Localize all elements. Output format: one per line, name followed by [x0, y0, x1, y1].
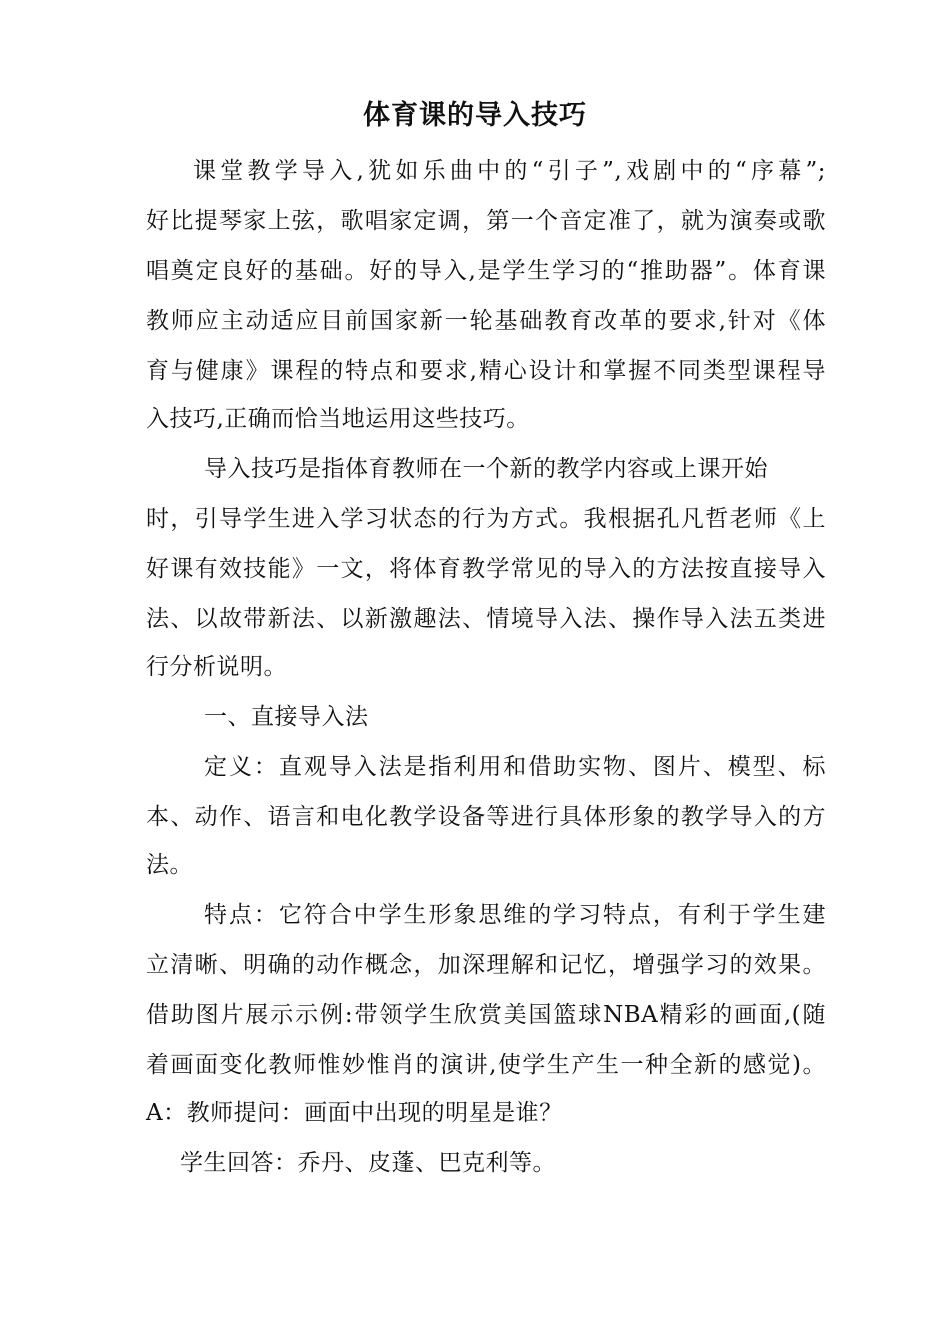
- paragraph-line: 特点：它符合中学生形象思维的学习特点，有利于学生建: [204, 902, 826, 928]
- paragraph-line: 课堂教学导入,犹如乐曲中的“引子”,戏剧中的“序幕”;: [193, 158, 826, 184]
- paragraph-line: A：教师提问：画面中出现的明星是谁？: [146, 1100, 563, 1126]
- paragraph-line: 好比提琴家上弦，歌唱家定调，第一个音定准了，就为演奏或歌: [146, 208, 826, 234]
- paragraph-line: 教师应主动适应目前国家新一轮基础教育改革的要求,针对《体: [146, 308, 826, 334]
- paragraph-line: 唱奠定良好的基础。好的导入,是学生学习的“推助器”。体育课: [146, 258, 826, 284]
- paragraph-line: 着画面变化教师惟妙惟肖的演讲,使学生产生一种全新的感觉)。: [146, 1052, 826, 1078]
- paragraph-line: 育与健康》课程的特点和要求,精心设计和掌握不同类型课程导: [146, 358, 826, 384]
- document-title: 体育课的导入技巧: [363, 100, 587, 131]
- paragraph-line: 好课有效技能》一文，将体育教学常见的导入的方法按直接导入: [146, 556, 826, 582]
- paragraph-line: 时，引导学生进入学习状态的行为方式。我根据孔凡哲老师《上: [146, 506, 826, 532]
- paragraph-line: 定义：直观导入法是指利用和借助实物、图片、模型、标: [204, 754, 826, 780]
- paragraph-line: 法。: [146, 852, 193, 878]
- paragraph-line: 学生回答：乔丹、皮蓬、巴克利等。: [180, 1150, 556, 1176]
- paragraph-line: 导入技巧是指体育教师在一个新的教学内容或上课开始: [204, 456, 768, 482]
- paragraph-line: 本、动作、语言和电化教学设备等进行具体形象的教学导入的方: [146, 804, 826, 830]
- paragraph-line: 行分析说明。: [146, 654, 287, 680]
- paragraph-line: 法、以故带新法、以新激趣法、情境导入法、操作导入法五类进: [146, 606, 826, 632]
- paragraph-line: 立清晰、明确的动作概念，加深理解和记忆，增强学习的效果。: [146, 952, 826, 978]
- paragraph-line: 入技巧,正确而恰当地运用这些技巧。: [146, 406, 530, 432]
- section-heading: 一、直接导入法: [204, 704, 369, 730]
- paragraph-line: 借助图片展示示例:带领学生欣赏美国篮球NBA精彩的画面,(随: [146, 1002, 826, 1028]
